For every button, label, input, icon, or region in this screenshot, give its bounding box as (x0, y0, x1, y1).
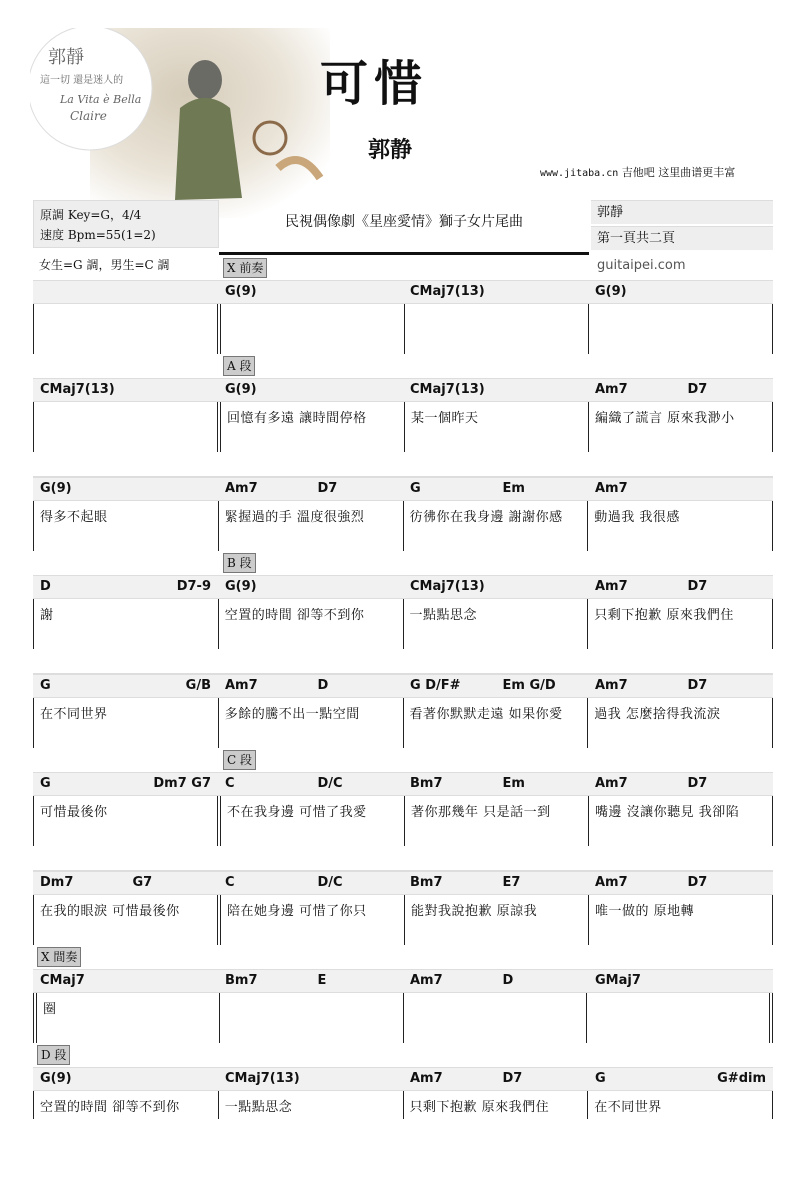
measure-chords (588, 379, 773, 401)
measure-chords (218, 281, 403, 303)
lyric-cell: 嘴邊 沒讓你聽見 我卻陷 (588, 796, 773, 846)
chord: D7 (687, 382, 708, 397)
measure-chords (588, 675, 773, 697)
chord (311, 281, 404, 303)
album-art-name: 郭靜 (48, 47, 84, 68)
chord: Am7 (410, 1071, 443, 1086)
chord: CMaj7(13) (410, 382, 485, 397)
lyric-cell: 空置的時間 卻等不到你 (33, 1091, 218, 1119)
measure-chords (403, 576, 588, 598)
chord: D7 (687, 776, 708, 791)
lyric-row (33, 895, 773, 945)
lyric-cell: 回憶有多遠 讓時間停格 (217, 402, 404, 452)
chord: G(9) (225, 382, 257, 397)
lyric-cell: 一點點思念 (403, 599, 588, 649)
lyric-cell (217, 304, 404, 354)
chord-row (33, 969, 773, 993)
lyric-cell: 在我的眼淚 可惜最後你 (33, 895, 217, 945)
lyric-cell (403, 993, 586, 1043)
measure-chords (403, 970, 588, 992)
lyric-cell: 動過我 我很感 (587, 501, 773, 551)
chord: D7 (687, 579, 708, 594)
chord (496, 379, 589, 401)
spacer-row (33, 452, 773, 477)
section-tag-d: D 段 (37, 1045, 70, 1065)
lyric-cell: 看著你默默走遠 如果你愛 (403, 698, 588, 748)
lyric-cell: 某一個昨天 (404, 402, 588, 452)
chord: Am7 (595, 382, 628, 397)
tempo-label: 速度 Bpm=55(1=2) (40, 228, 156, 242)
song-subtitle: 民視偶像劇《星座愛情》獅子女片尾曲 (219, 200, 589, 255)
album-art (30, 28, 330, 218)
section-row (33, 1043, 773, 1067)
chord-chart (33, 256, 773, 1119)
lyric-cell: 一點點思念 (218, 1091, 403, 1119)
lyric-cell: 唯一做的 原地轉 (588, 895, 773, 945)
lyric-cell: 不在我身邊 可惜了我愛 (217, 796, 404, 846)
lyric-cell: 著你那幾年 只是話一到 (404, 796, 588, 846)
lyric-cell: 得多不起眼 (33, 501, 218, 551)
chord: CMaj7(13) (40, 382, 115, 397)
lyric-cell: 只剩下抱歉 原來我們住 (587, 599, 773, 649)
lyric-cell: 彷彿你在我身邊 謝謝你感 (403, 501, 588, 551)
chord: Em (502, 481, 525, 496)
lyric-cell: 只剩下抱歉 原來我們住 (403, 1091, 588, 1119)
lyric-cell: 可惜最後你 (33, 796, 217, 846)
lyric-cell (219, 993, 402, 1043)
chord: Am7 (595, 678, 628, 693)
chord: C (225, 875, 235, 890)
chord: CMaj7(13) (410, 579, 485, 594)
lyric-row (33, 402, 773, 452)
watermark-site: guitaipei.com (597, 258, 686, 273)
measure-chords (403, 281, 588, 303)
site-url[interactable]: www.jitaba.cn (540, 168, 619, 179)
chord-row (33, 575, 773, 599)
measure-chords (403, 478, 588, 500)
measure-chords (218, 379, 403, 401)
measure-chords (403, 379, 588, 401)
lyric-cell: 在不同世界 (33, 698, 218, 748)
chord: G(9) (225, 284, 257, 299)
chord: G (40, 678, 51, 693)
chord: Am7 (595, 481, 628, 496)
chord-row (33, 378, 773, 402)
chord: Am7 (595, 579, 628, 594)
spacer-row (33, 649, 773, 674)
page-indicator: 第一頁共二頁 (591, 226, 773, 250)
lyric-row (33, 698, 773, 748)
section-tag-a: A 段 (223, 356, 255, 376)
chord: E7 (502, 875, 521, 890)
section-row (33, 354, 773, 378)
chord (496, 281, 589, 303)
chord (311, 1068, 404, 1090)
measure-chords (218, 478, 403, 500)
chord: D7-9 (176, 579, 211, 594)
chord: D7 (687, 875, 708, 890)
spacer-row (33, 846, 773, 871)
chord: D (40, 579, 51, 594)
lyric-cell: 編織了謊言 原來我渺小 (588, 402, 773, 452)
chord: Am7 (410, 973, 443, 988)
chord: D/C (317, 875, 343, 890)
measure-chords (588, 872, 773, 894)
lyric-cell: 能對我說抱歉 原諒我 (404, 895, 588, 945)
key-label: 原調 Key=G，4/4 (40, 208, 142, 222)
chord (33, 281, 126, 303)
info-artist: 郭靜 (591, 200, 773, 224)
chord: D (317, 678, 329, 693)
section-tag-b: B 段 (223, 553, 256, 573)
chord (681, 970, 774, 992)
measure-chords (33, 773, 218, 795)
chord (126, 478, 219, 500)
chord (311, 379, 404, 401)
chord: Bm7 (410, 776, 443, 791)
chord: G (410, 481, 421, 496)
chord (126, 1068, 219, 1090)
chord: Em (502, 776, 525, 791)
measure-chords (403, 872, 588, 894)
chord-row (33, 1067, 773, 1091)
lyric-cell: 在不同世界 (587, 1091, 773, 1119)
album-art-album: La Vita è Bella (60, 93, 142, 106)
gender-key-note: 女生=G 調，男生=C 調 (39, 258, 170, 272)
measure-chords (33, 970, 218, 992)
chord: D7 (687, 678, 708, 693)
chord (681, 281, 774, 303)
chord: G#dim (717, 1071, 766, 1086)
chord-row (33, 280, 773, 304)
measure-chords (33, 478, 218, 500)
chord: Em G/D (502, 678, 556, 693)
chord: G (40, 776, 51, 791)
measure-chords (218, 675, 403, 697)
section-tag-c: C 段 (223, 750, 256, 770)
chord: E (317, 973, 327, 988)
measure-chords (588, 970, 773, 992)
lyric-cell (588, 304, 773, 354)
measure-chords (588, 1068, 773, 1090)
chord (126, 379, 219, 401)
lyric-row (33, 599, 773, 649)
chord: Am7 (225, 678, 258, 693)
lyric-cell (33, 304, 217, 354)
measure-chords (33, 576, 218, 598)
chord: Bm7 (410, 875, 443, 890)
artist-name: 郭静 (368, 137, 413, 163)
chord (681, 478, 774, 500)
measure-chords (218, 872, 403, 894)
measure-chords (218, 576, 403, 598)
chord: G7 (132, 875, 153, 890)
lyric-cell: 謝 (33, 599, 218, 649)
chord: Dm7 (40, 875, 74, 890)
section-row (33, 256, 773, 280)
section-tag-intro: X 前奏 (223, 258, 267, 278)
chord: CMaj7 (40, 973, 85, 988)
chord: D7 (317, 481, 338, 496)
lyric-cell (404, 304, 588, 354)
measure-chords (588, 773, 773, 795)
lyric-row (33, 304, 773, 354)
chord: G(9) (40, 481, 72, 496)
chord: D/C (317, 776, 343, 791)
chord: G (595, 1071, 606, 1086)
chord: G(9) (595, 284, 627, 299)
chord-row (33, 674, 773, 698)
chord-row (33, 871, 773, 895)
site-credit (540, 164, 735, 180)
chord (126, 970, 219, 992)
measure-chords (403, 773, 588, 795)
chord: C (225, 776, 235, 791)
measure-chords (33, 281, 218, 303)
chord: Bm7 (225, 973, 258, 988)
measure-chords (33, 675, 218, 697)
lyric-cell: 圈 (33, 993, 219, 1043)
chord: G(9) (225, 579, 257, 594)
chord: G/B (185, 678, 211, 693)
chord-row (33, 772, 773, 796)
section-tag-interlude: X 間奏 (37, 947, 81, 967)
measure-chords (218, 1068, 403, 1090)
lyric-row (33, 993, 773, 1043)
measure-chords (33, 1068, 218, 1090)
measure-chords (33, 872, 218, 894)
chord: G(9) (40, 1071, 72, 1086)
chord (126, 281, 219, 303)
site-text: 吉他吧 这里曲谱更丰富 (621, 166, 736, 179)
chord: G D/F# (410, 678, 461, 693)
lyric-row (33, 796, 773, 846)
chord: D7 (502, 1071, 523, 1086)
album-art-signature: Claire (70, 109, 107, 123)
section-row (33, 748, 773, 772)
section-row (33, 945, 773, 969)
chord (311, 576, 404, 598)
chord: D (502, 973, 514, 988)
measure-chords (218, 773, 403, 795)
lyric-cell: 過我 怎麼捨得我流淚 (587, 698, 773, 748)
lyric-cell: 緊握過的手 溫度很強烈 (218, 501, 403, 551)
measure-chords (588, 576, 773, 598)
lyric-row (33, 501, 773, 551)
measure-chords (588, 281, 773, 303)
chord: Am7 (595, 776, 628, 791)
lyric-row (33, 1091, 773, 1119)
chord (496, 576, 589, 598)
lyric-cell: 陪在她身邊 可惜了你只 (217, 895, 404, 945)
lyric-cell (586, 993, 773, 1043)
lyric-cell (33, 402, 217, 452)
measure-chords (33, 379, 218, 401)
chord: CMaj7(13) (225, 1071, 300, 1086)
lyric-cell: 多餘的騰不出一點空間 (218, 698, 403, 748)
section-row (33, 551, 773, 575)
measure-chords (403, 1068, 588, 1090)
measure-chords (588, 478, 773, 500)
chord: Dm7 G7 (153, 776, 211, 791)
key-tempo-box (33, 200, 219, 248)
chord: Am7 (595, 875, 628, 890)
chord: GMaj7 (595, 973, 641, 988)
chord: CMaj7(13) (410, 284, 485, 299)
chord-row (33, 477, 773, 501)
measure-chords (403, 675, 588, 697)
album-art-tagline: 這一切 還是迷人的 (40, 75, 124, 86)
measure-chords (218, 970, 403, 992)
chord: Am7 (225, 481, 258, 496)
lyric-cell: 空置的時間 卻等不到你 (218, 599, 403, 649)
song-title: 可惜 (320, 56, 429, 112)
